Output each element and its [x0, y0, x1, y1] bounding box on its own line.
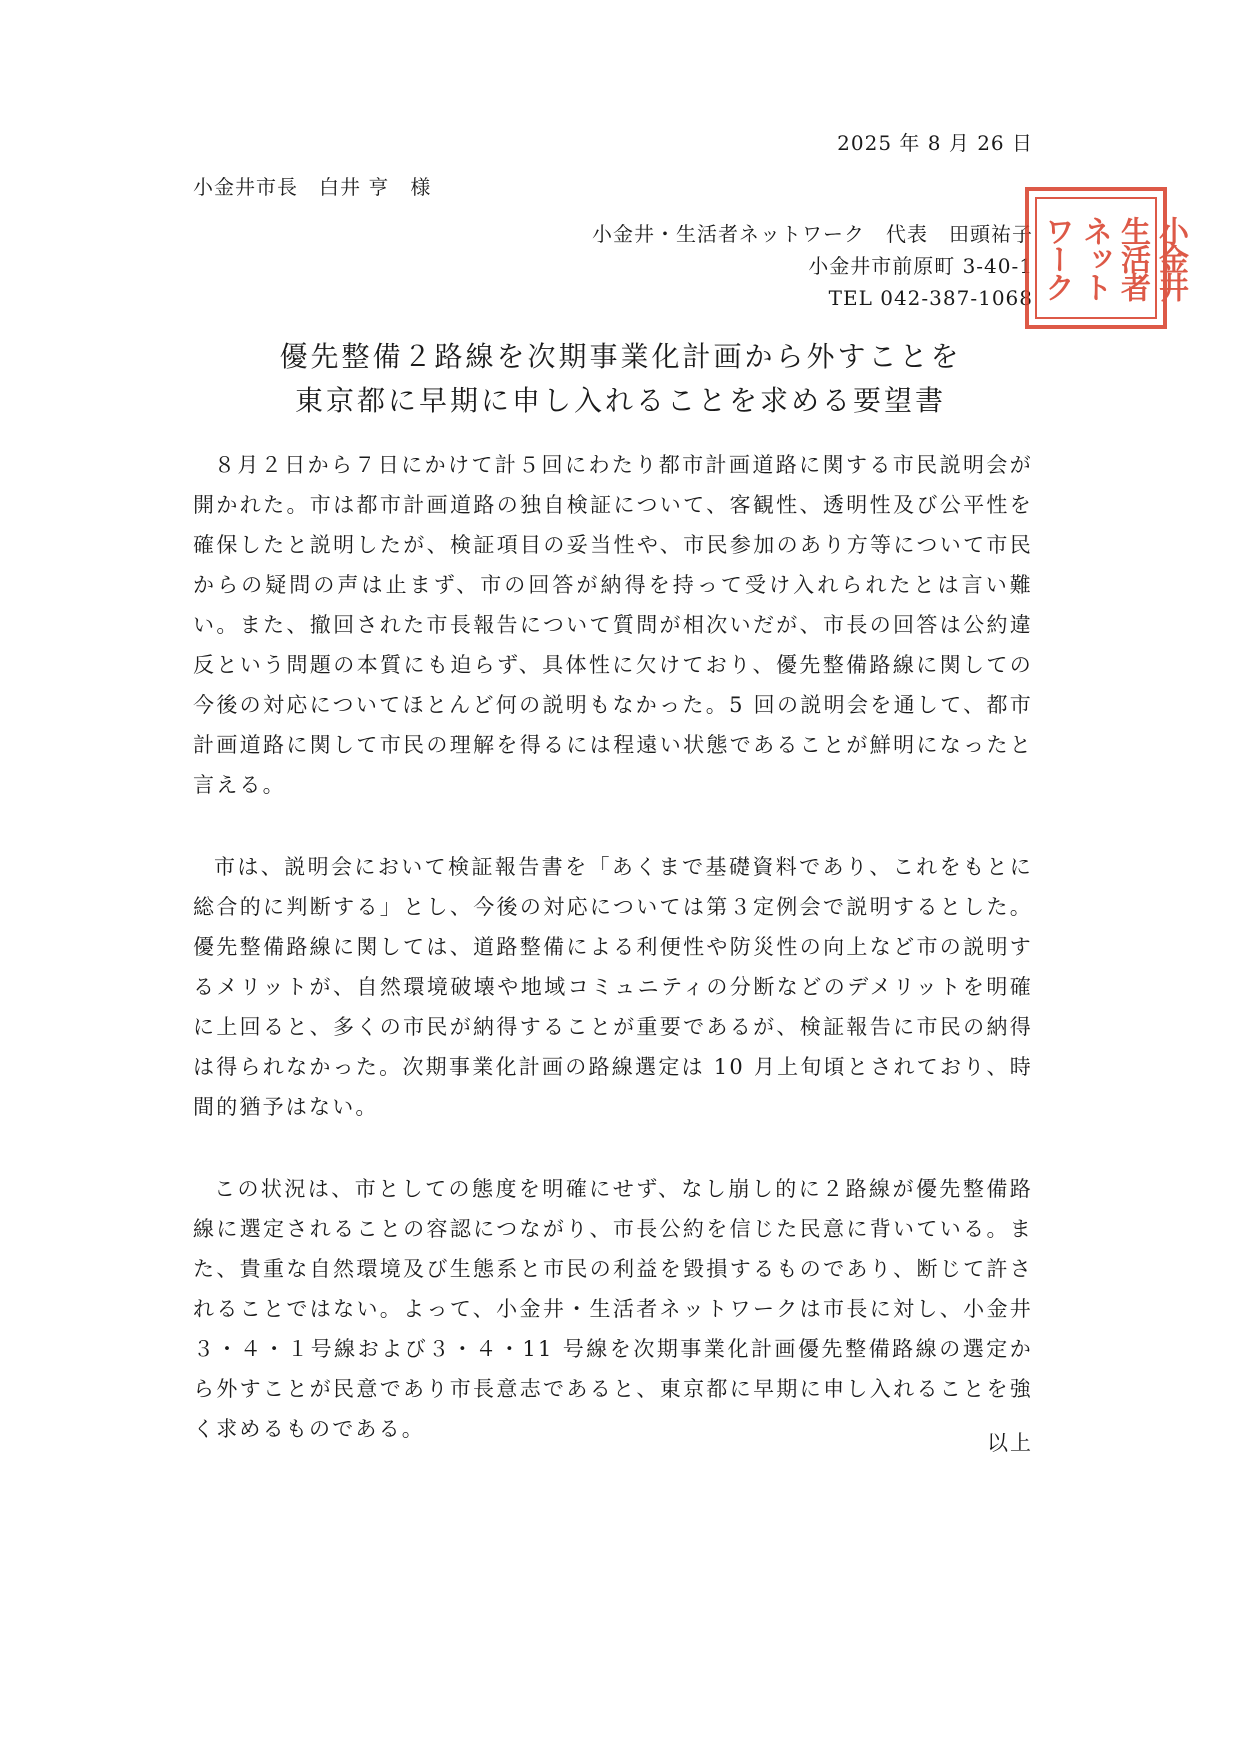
seal-inner-frame [1035, 197, 1188, 319]
sender-org-representative: 小金井・生活者ネットワーク 代表 田頭祐子 [592, 222, 1033, 246]
body-paragraph-3: この状況は、市としての態度を明確にせず、なし崩し的に２路線が優先整備路線に選定されることの容認につながり、市長公約を信じた民意に背いている。また、貴重な自然環境及び生態系と市民の利益を毀損するものであり、断じて許されることではない。よって、小金井・生活者ネットワークは市長に対し、小金井３・４・１号線および３・４・11 号線を次期事業化計画優先整備路線の選定から外すことが民意であり市長意志であると、東京都に早期に申し入れることを強く求めるものである。 [193, 1177, 1033, 1441]
closing-remark: 以上 [987, 1431, 1033, 1455]
body-paragraph-2: 市は、説明会において検証報告書を「あくまで基礎資料であり、これをもとに総合的に判断する」とし、今後の対応については第３定例会で説明するとした。優先整備路線に関しては、道路整備による利便性や防災性の向上など市の説明するメリットが、自然環境破壊や地域コミュニティの分断などのデメリットを明確に上回ると、多くの市民が納得することが重要であるが、検証報告に市民の納得は得られなかった。次期事業化計画の路線選定は 10 月上旬頃とされており、時間的猶予はない。 [193, 855, 1033, 1119]
seal-column-4: ワーク [1039, 216, 1074, 300]
organization-seal-stamp [1025, 187, 1188, 329]
recipient: 小金井市長 白井 亨 様 [193, 175, 432, 199]
sender-block [592, 218, 1033, 314]
body-paragraph-1: ８月２日から７日にかけて計５回にわたり都市計画道路に関する市民説明会が開かれた。市は都市計画道路の独自検証について、客観性、透明性及び公平性を確保したと説明したが、検証項目の妥当性や、市民参加のあり方等について市民からの疑問の声は止まず、市の回答が納得を持って受け入れられたとは言い難い。また、撤回された市長報告について質問が相次いだが、市長の回答は公約違反という問題の本質にも迫らず、具体性に欠けており、優先整備路線に関しての今後の対応についてほとんど何の説明もなかった。5 回の説明会を通して、都市計画道路に関して市民の理解を得るには程遠い状態であることが鮮明になったと言える。 [193, 453, 1033, 797]
seal-column-3: ネット [1077, 216, 1112, 300]
sender-address: 小金井市前原町 3-40-1 [808, 254, 1033, 278]
seal-column-2: 生活者 [1115, 216, 1150, 300]
sender-tel: TEL 042-387-1068 [828, 286, 1033, 310]
letter-date: 2025 年 8 月 26 日 [837, 131, 1033, 155]
letter-body [193, 445, 1033, 1491]
seal-column-1: 小金井 [1153, 216, 1188, 300]
title-line-1: 優先整備２路線を次期事業化計画から外すことを [279, 340, 962, 373]
title-line-2: 東京都に早期に申し入れることを求める要望書 [294, 384, 946, 417]
document-title [0, 335, 1241, 423]
